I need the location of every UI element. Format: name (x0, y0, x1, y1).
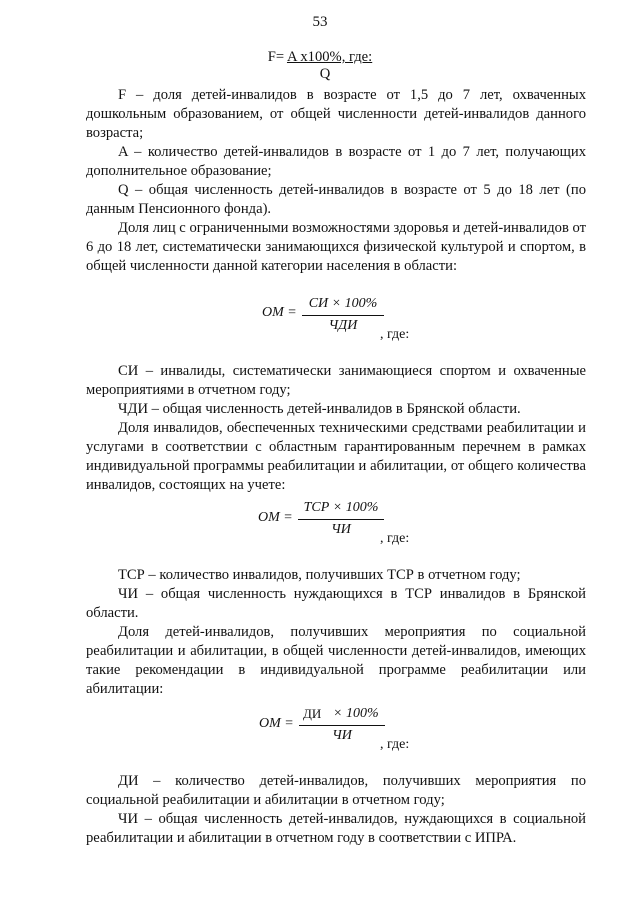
formula-om-rehab-lhs: ОМ = (259, 716, 294, 731)
formula-om-rehab-numerator-pct: × 100% (333, 706, 379, 721)
paragraph-tsr-share: Доля инвалидов, обеспеченных техническими средствами реабилитации и услугами в соответствии с областным гарантированным перечнем в рамках индивидуальной программы реабилитации и абилитации, от общего количества инвалидов, состоящих на учете: (86, 420, 586, 493)
paragraph-f-definition: F – доля детей-инвалидов в возрасте от 1,5 до 7 лет, охваченных дошкольным образованием, от общей численности детей-инвалидов данного возраста; (86, 87, 586, 141)
formula-om-sport-where: , где: (380, 327, 410, 342)
paragraph-q-definition: Q – общая численность детей-инвалидов в возрасте от 5 до 18 лет (по данным Пенсионного фонда). (86, 182, 586, 217)
paragraph-chi-tsr-definition: ЧИ – общая численность нуждающихся в ТСР инвалидов в Брянской области. (86, 586, 586, 621)
formula-f (0, 49, 640, 66)
formula-f-denominator: Q (319, 66, 331, 82)
formula-om-sport-lhs: ОМ = (262, 305, 297, 320)
formula-om-tsr-numerator: ТСР × 100% (303, 500, 379, 515)
paragraph-chi-rehab-definition: ЧИ – общая численность детей-инвалидов, нуждающихся в социальной реабилитации и абилитации в отчетном году в соответствии с ИПРА. (86, 811, 586, 846)
formula-f-lhs: F= (267, 49, 287, 65)
paragraph-a-definition: A – количество детей-инвалидов в возрасте от 1 до 7 лет, получающих дополнительное образование; (86, 144, 586, 179)
fraction-bar (302, 315, 384, 316)
page-number: 53 (312, 14, 328, 30)
paragraph-rehab-share: Доля детей-инвалидов, получивших мероприятия по социальной реабилитации и абилитации, в общей численности детей-инвалидов, имеющих такие рекомендации в индивидуальной программе реабилитации или абилитации: (86, 624, 586, 697)
paragraph-tsr-definition: ТСР – количество инвалидов, получивших ТСР в отчетном году; (118, 567, 521, 583)
formula-om-rehab-denominator: ЧИ (332, 728, 352, 743)
fraction-bar (299, 725, 385, 726)
formula-om-sport-denominator: ЧДИ (328, 318, 358, 333)
paragraph-chdi-definition: ЧДИ – общая численность детей-инвалидов в Брянской области. (118, 401, 521, 417)
paragraph-di-definition: ДИ – количество детей-инвалидов, получивших мероприятия по социальной реабилитации и абилитации в отчетном году; (86, 773, 586, 808)
formula-om-tsr-lhs: ОМ = (258, 510, 293, 525)
formula-om-rehab-where: , где: (380, 737, 410, 752)
paragraph-si-definition: СИ – инвалиды, систематически занимающиеся спортом и охваченные мероприятиями в отчетном году; (86, 363, 586, 398)
formula-om-tsr-denominator: ЧИ (331, 522, 351, 537)
fraction-bar (298, 519, 384, 520)
formula-om-tsr-where: , где: (380, 531, 410, 546)
formula-om-rehab-numerator-di: ДИ (303, 706, 322, 721)
formula-f-numerator: A x100%, где: (286, 49, 373, 65)
formula-om-sport-numerator: СИ × 100% (308, 296, 378, 311)
paragraph-sport-share: Доля лиц с ограниченными возможностями здоровья и детей-инвалидов от 6 до 18 лет, систематически занимающихся физической культурой и спортом, в общей численности данной категории населения в области: (86, 220, 586, 274)
